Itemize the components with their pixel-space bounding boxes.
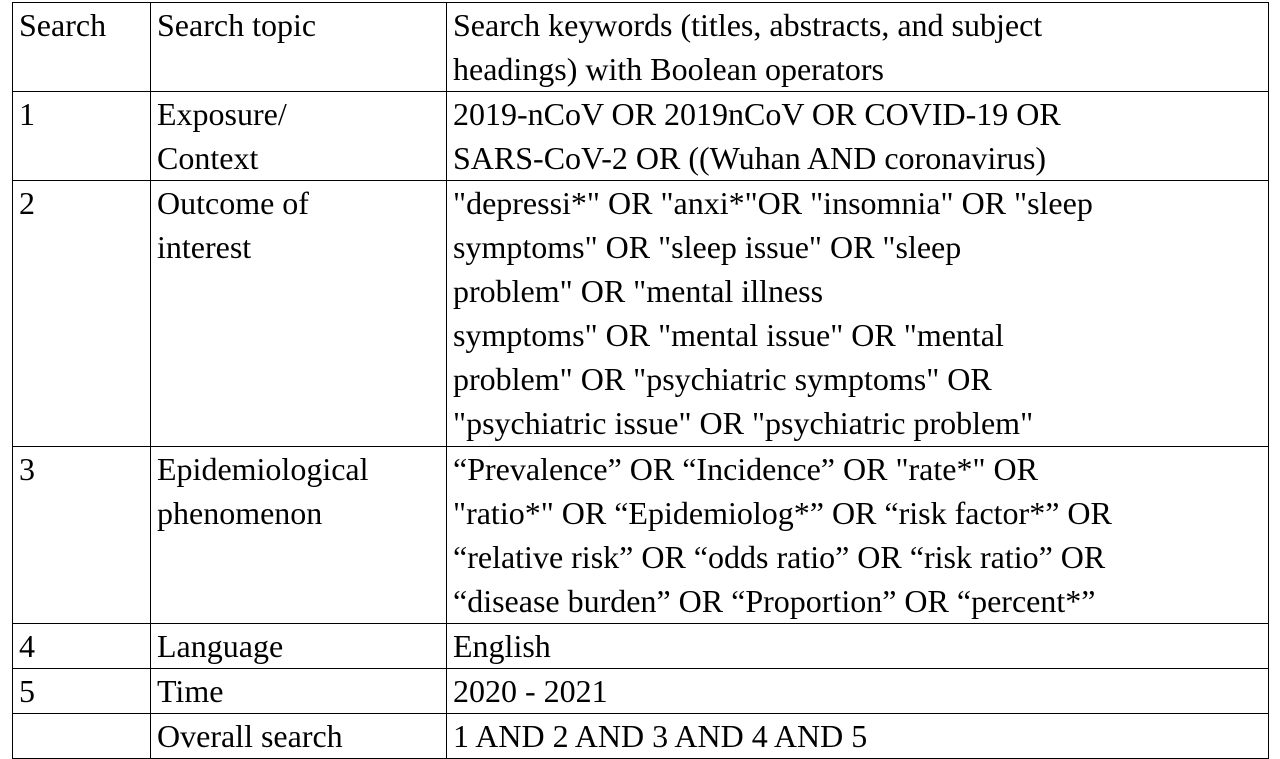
- header-search-keywords: Search keywords (titles, abstracts, and subject headings) with Boolean operators: [447, 3, 1269, 92]
- search-keywords: "depressi*" OR "anxi*"OR "insomnia" OR "sleep symptoms" OR "sleep issue" OR "sleep problem" OR "mental illness symptoms" OR "mental issue" OR "mental problem" OR "psychiatric symptoms" OR "psychiatric issue" OR "psychiatric problem": [447, 181, 1269, 447]
- search-topic: Time: [151, 669, 447, 714]
- search-number: 3: [13, 447, 151, 624]
- search-number: 1: [13, 92, 151, 181]
- search-keywords: 2020 - 2021: [447, 669, 1269, 714]
- search-keywords: English: [447, 624, 1269, 669]
- search-topic: Overall search: [151, 714, 447, 759]
- table-row: [13, 92, 1269, 181]
- search-keywords: “Prevalence” OR “Incidence” OR "rate*" OR "ratio*" OR “Epidemiolog*” OR “risk factor*” OR “relative risk” OR “odds ratio” OR “risk ratio” OR “disease burden” OR “Proportion” OR “percent*”: [447, 447, 1269, 624]
- table-header-row: [13, 3, 1269, 92]
- search-topic: Exposure/ Context: [151, 92, 447, 181]
- table-row: [13, 447, 1269, 624]
- search-number: 5: [13, 669, 151, 714]
- table-row: [13, 624, 1269, 669]
- search-number: 2: [13, 181, 151, 447]
- search-topic: Language: [151, 624, 447, 669]
- search-topic: Outcome of interest: [151, 181, 447, 447]
- table-row: [13, 714, 1269, 759]
- table-row: [13, 181, 1269, 447]
- search-strategy-table: [12, 2, 1269, 759]
- table-row: [13, 669, 1269, 714]
- search-number: 4: [13, 624, 151, 669]
- search-number: [13, 714, 151, 759]
- search-keywords: 1 AND 2 AND 3 AND 4 AND 5: [447, 714, 1269, 759]
- header-search: Search: [13, 3, 151, 92]
- search-topic: Epidemiological phenomenon: [151, 447, 447, 624]
- header-search-topic: Search topic: [151, 3, 447, 92]
- search-keywords: 2019-nCoV OR 2019nCoV OR COVID-19 OR SARS-CoV-2 OR ((Wuhan AND coronavirus): [447, 92, 1269, 181]
